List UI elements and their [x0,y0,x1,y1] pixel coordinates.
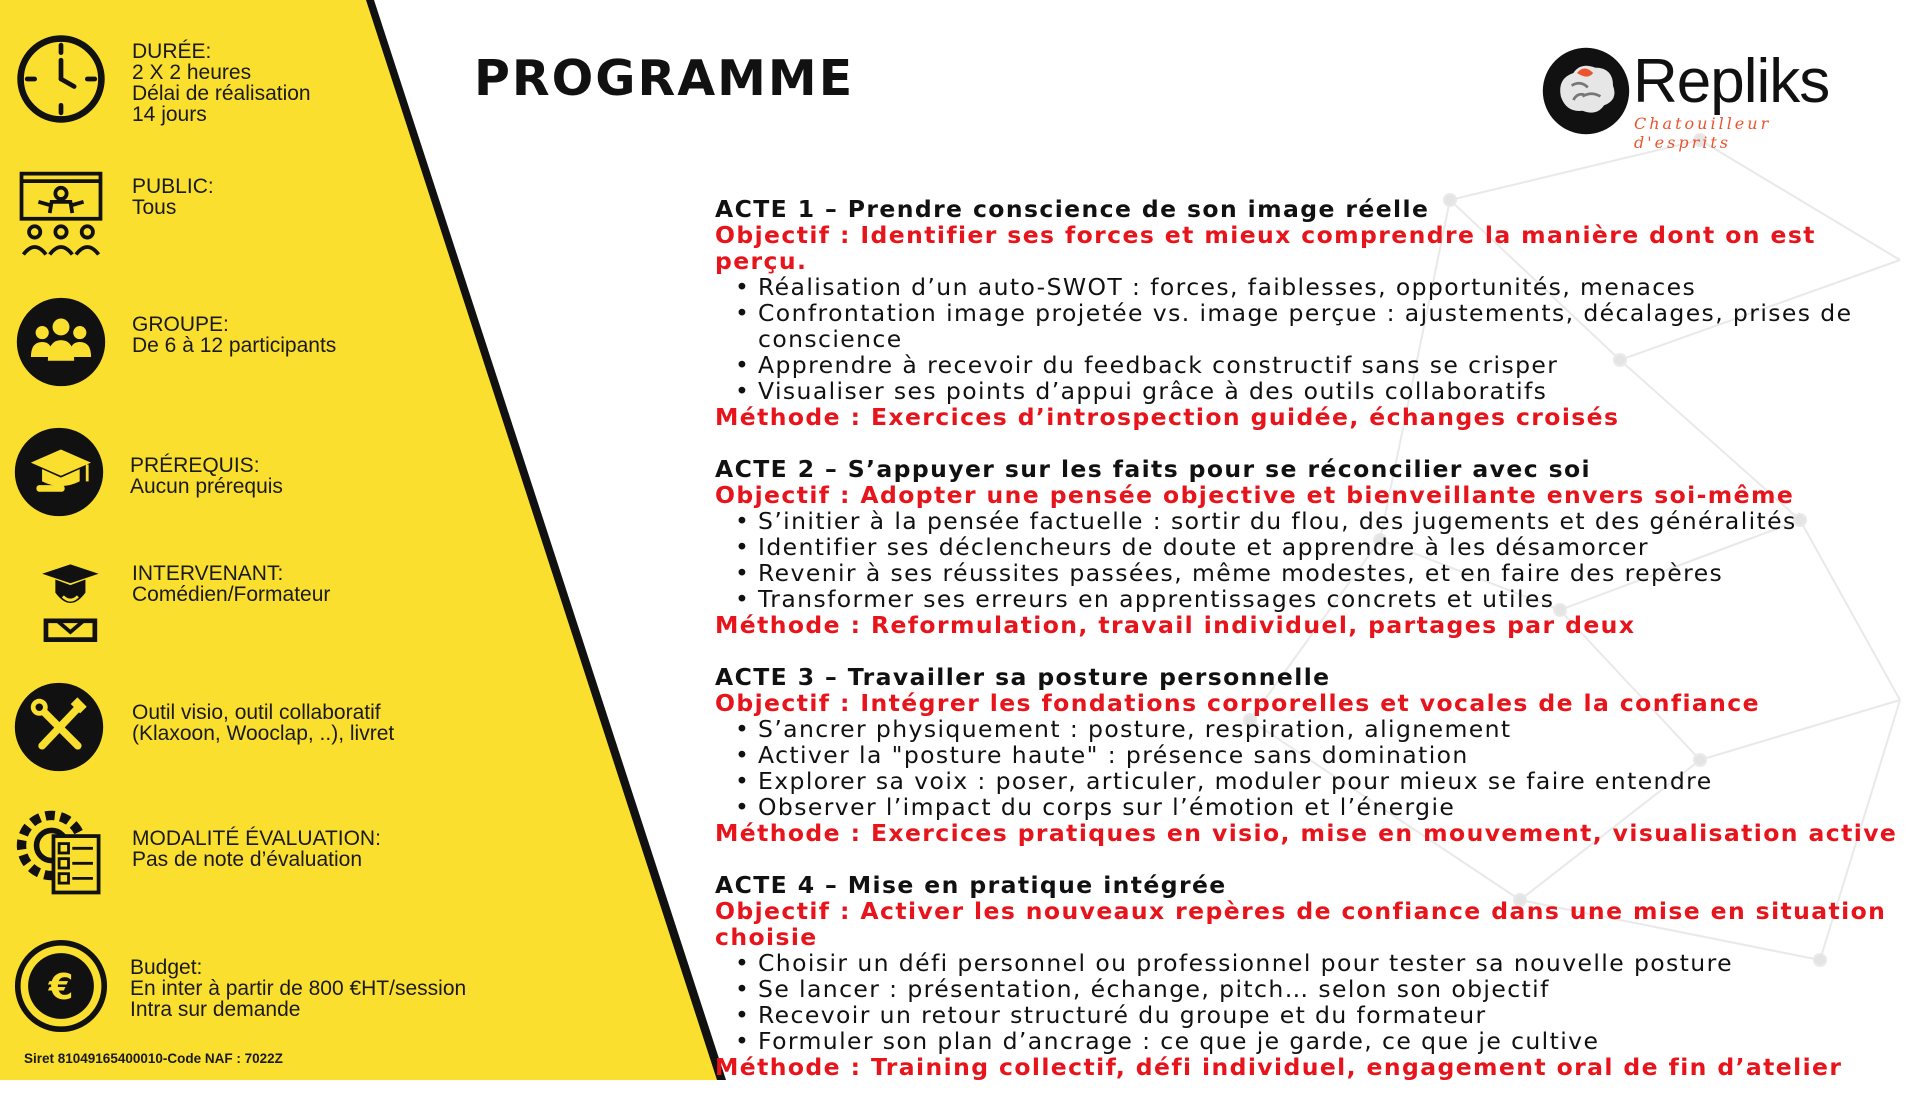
trainer-icon [14,555,108,649]
sidebar-item-intervenant [0,555,540,665]
evaluation-label: MODALITÉ ÉVALUATION: [132,827,381,850]
acte-title: ACTE 2 – S’appuyer sur les faits pour se réconcilier avec soi [715,455,1591,483]
delai-label: Délai de réalisation [132,82,311,105]
sidebar [0,0,560,1080]
budget-label: Budget: [130,956,203,979]
sidebar-item-public [0,168,540,278]
budget-intra: Intra sur demande [130,998,301,1021]
list-item: • Identifier ses déclencheurs de doute et apprendre à les désamorcer [715,534,1905,560]
duree-value: 2 X 2 heures [132,61,252,84]
acte-methode: Méthode : Exercices pratiques en visio, mise en mouvement, visualisation active [715,819,1898,847]
acte-3 [715,664,1905,846]
list-item: • S’initier à la pensée factuelle : sortir du flou, des jugements et des généralités [715,508,1905,534]
acte-title: ACTE 1 – Prendre conscience de son image réelle [715,195,1430,223]
outils-line-1: Outil visio, outil collaboratif [132,701,381,724]
acte-methode: Méthode : Exercices d’introspection guidée, échanges croisés [715,403,1620,431]
page-title: PROGRAMME [474,50,855,107]
sidebar-item-budget [0,936,540,1046]
sidebar-item-groupe [0,295,540,405]
repliks-logo [1541,46,1871,152]
list-item: • Recevoir un retour structuré du groupe et du formateur [715,1002,1905,1028]
brain-logo-icon [1541,46,1631,136]
list-item: • S’ancrer physiquement : posture, respiration, alignement [715,716,1905,742]
acte-objectif: Objectif : Activer les nouveaux repères de confiance dans une mise en situation choisie [715,897,1887,951]
intervenant-value: Comédien/Formateur [132,583,331,606]
acte-title: ACTE 3 – Travailler sa posture personnelle [715,663,1331,691]
list-item: • Réalisation d’un auto-SWOT : forces, faiblesses, opportunités, menaces [715,274,1905,300]
clock-icon [14,32,108,126]
logo-wordmark: Repliks [1633,47,1830,116]
delai-value: 14 jours [132,103,207,126]
prerequis-label: PRÉREQUIS: [130,454,260,477]
public-value: Tous [132,196,177,219]
list-item: • Explorer sa voix : poser, articuler, moduler pour mieux se faire entendre [715,768,1905,794]
acte-methode: Méthode : Reformulation, travail individuel, partages par deux [715,611,1636,639]
acte-2 [715,456,1905,638]
list-item: • Se lancer : présentation, échange, pitch… selon son objectif [715,976,1905,1002]
list-item: • Choisir un défi personnel ou professionnel pour tester sa nouvelle posture [715,950,1905,976]
siret-footer: Siret 81049165400010-Code NAF : 7022Z [24,1051,283,1066]
acte-bullets [715,274,1905,404]
groupe-label: GROUPE: [132,313,229,336]
list-item: • Formuler son plan d’ancrage : ce que je garde, ce que je cultive [715,1028,1905,1054]
list-item: • Transformer ses erreurs en apprentissages concrets et utiles [715,586,1905,612]
list-item: • Apprendre à recevoir du feedback constructif sans se crisper [715,352,1905,378]
group-icon [14,295,108,389]
audience-icon [14,168,108,262]
sidebar-item-outils [0,678,540,788]
graduation-cap-icon [12,425,106,519]
evaluation-value: Pas de note d’évaluation [132,848,363,871]
programme-content [715,196,1905,1106]
acte-methode: Méthode : Training collectif, défi individuel, engagement oral de fin d’atelier [715,1053,1843,1081]
duree-label: DURÉE: [132,40,212,63]
logo-tagline: Chatouilleur d'esprits [1634,114,1772,152]
acte-1 [715,196,1905,430]
euro-icon [14,939,108,1033]
acte-bullets [715,716,1905,820]
acte-bullets [715,950,1905,1054]
list-item: • Activer la "posture haute" : présence sans domination [715,742,1905,768]
intervenant-label: INTERVENANT: [132,562,284,585]
evaluation-icon [14,806,108,900]
prerequis-value: Aucun prérequis [130,475,283,498]
acte-bullets [715,508,1905,612]
list-item: • Revenir à ses réussites passées, même modestes, et en faire des repères [715,560,1905,586]
svg-text:€: € [48,967,74,1009]
tools-icon [12,680,104,772]
acte-4 [715,872,1905,1080]
outils-line-2: (Klaxoon, Wooclap, ..), livret [132,722,395,745]
sidebar-item-duree [0,32,540,142]
acte-objectif: Objectif : Intégrer les fondations corporelles et vocales de la confiance [715,689,1760,717]
list-item: • Confrontation image projetée vs. image perçue : ajustements, décalages, prises de conscience [715,300,1905,352]
acte-objectif: Objectif : Identifier ses forces et mieux comprendre la manière dont on est perçu. [715,221,1816,275]
acte-objectif: Objectif : Adopter une pensée objective et bienveillante envers soi-même [715,481,1795,509]
list-item: • Visualiser ses points d’appui grâce à des outils collaboratifs [715,378,1905,404]
sidebar-item-evaluation [0,806,540,916]
acte-title: ACTE 4 – Mise en pratique intégrée [715,871,1227,899]
list-item: • Observer l’impact du corps sur l’émotion et l’énergie [715,794,1905,820]
public-label: PUBLIC: [132,175,214,198]
sidebar-item-prerequis [0,425,540,535]
groupe-value: De 6 à 12 participants [132,334,337,357]
budget-inter: En inter à partir de 800 €HT/session [130,977,467,1000]
